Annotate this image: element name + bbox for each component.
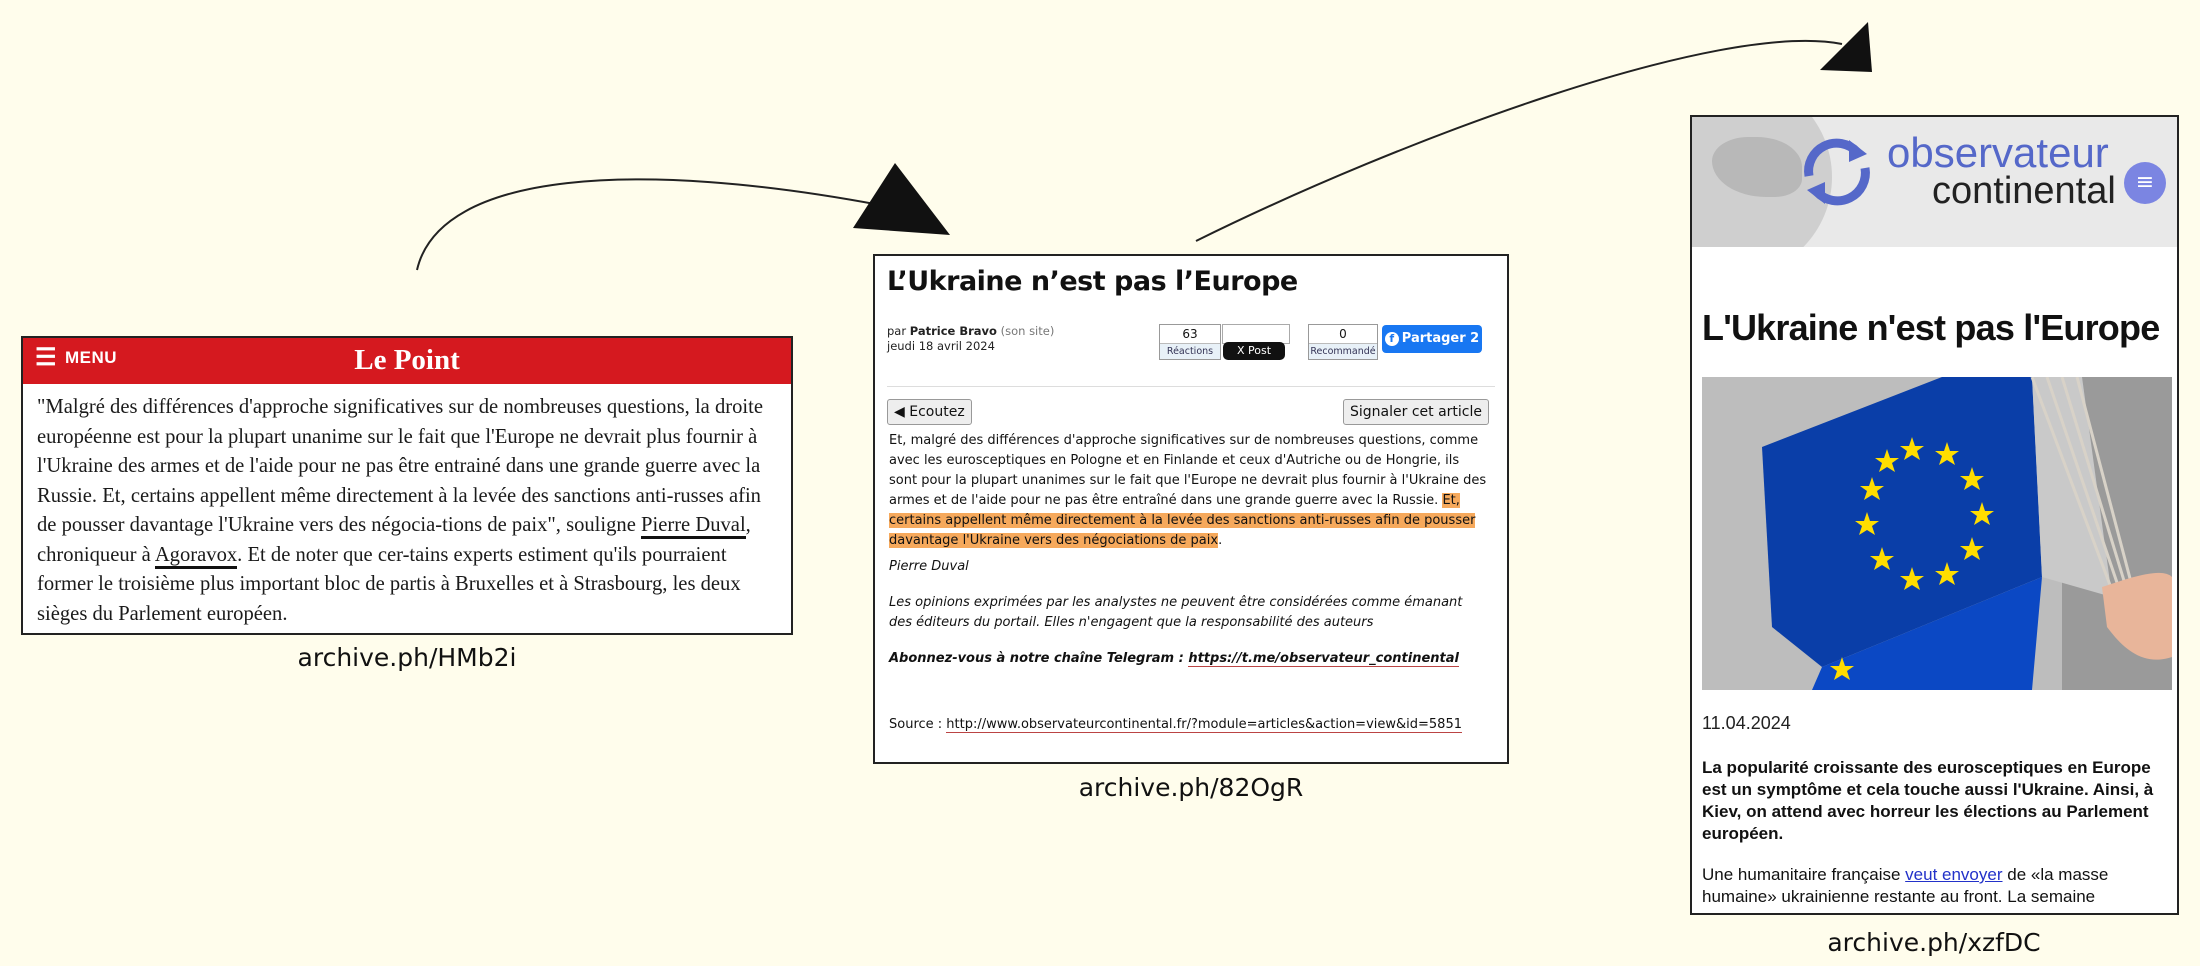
telegram-line [889, 649, 1489, 669]
byline-note: (son site) [996, 324, 1055, 338]
report-button[interactable]: Signaler cet article [1343, 399, 1489, 425]
lepoint-caption: archive.ph/HMb2i [297, 643, 517, 672]
speaker-icon: ◀ [894, 404, 905, 420]
site-body-link[interactable]: veut envoyer [1905, 865, 2003, 884]
site-body-2: de «la masse humaine» ukrainienne restante au front. La semaine [1702, 865, 2109, 906]
body-end: . [1218, 533, 1223, 548]
listen-button[interactable] [887, 399, 972, 425]
arrow-lepoint-to-article [417, 179, 880, 270]
telegram-link[interactable]: https://t.me/observateur_continental [1188, 651, 1459, 666]
site-brand-line2[interactable]: continental [1932, 170, 2116, 212]
hamburger-icon: ☰ [35, 344, 58, 371]
lepoint-menu-label: MENU [65, 348, 118, 367]
xpost-button[interactable]: X Post [1223, 342, 1285, 360]
lepoint-name-duval[interactable]: Pierre Duval [641, 514, 746, 539]
observateur-site-screenshot [1690, 115, 2179, 915]
reactions-counter[interactable] [1159, 324, 1221, 360]
listen-label: Ecoutez [909, 404, 965, 420]
arrowhead-1 [853, 163, 950, 235]
arrowhead-2 [1820, 22, 1872, 72]
observateur-site-caption: archive.ph/xzfDC [1827, 928, 2041, 957]
observateur-article-caption: archive.ph/82OgR [1078, 773, 1304, 802]
site-article-date: 11.04.2024 [1702, 713, 1791, 733]
article-byline [887, 324, 1054, 354]
site-header [1692, 117, 2177, 247]
share-button[interactable] [1382, 325, 1482, 353]
lepoint-logo[interactable]: Le Point [354, 344, 460, 376]
source-label: Source : [889, 717, 947, 732]
reactions-count: 63 [1160, 325, 1220, 344]
lepoint-text-1: "Malgré des différences d'approche significatives sur de nombreuses questions, la droite européenne est pour la plupart unanime sur le fait que l'Europe ne devrait plus fournir à l'Ukraine des armes et de l'aide pour ne pas être entrainé dans une grande guerre avec la Russie. Et, certains appellent même directement à la levée des sanctions anti-russes afin de pousser davantage l'Ukraine vers des négocia-tions de paix", souligne [37, 396, 764, 536]
article-signature: Pierre Duval [889, 559, 969, 574]
recycle-arrows-logo-icon[interactable] [1797, 132, 1877, 212]
site-article-lead: La popularité croissante des eurosceptiques en Europe est un symptôme et cela touche aussi l'Ukraine. Ainsi, à Kiev, on attend avec horreur les élections au Parlement européen. [1702, 758, 2154, 843]
site-brand-line1[interactable]: observateur [1887, 129, 2109, 176]
byline-author[interactable]: Patrice Bravo [909, 324, 997, 338]
lepoint-text-3: . Et de noter que cer-tains experts estiment qu'ils pourraient former le troisième plus important bloc de partis à Bruxelles et à Strasbourg, les deux sièges du Parlement européen. [37, 543, 741, 625]
lepoint-quote [23, 384, 791, 629]
body-highlight: Et, certains appellent même directement à la levée des sanctions anti-russes afin de pousser davantage l'Ukraine vers des négociations de paix [889, 493, 1476, 548]
site-body-1: Une humanitaire française [1702, 865, 1906, 884]
menu-icon[interactable]: ≡ [2124, 162, 2166, 204]
article-date: jeudi 18 avril 2024 [887, 339, 995, 353]
article-body [889, 431, 1489, 735]
article-disclaimer: Les opinions exprimées par les analystes ne peuvent être considérées comme émanant des éditeurs du portail. Elles n'engagent que la responsabilité des auteurs [889, 595, 1463, 630]
telegram-label: Abonnez-vous à notre chaîne Telegram : [889, 651, 1189, 666]
lepoint-text-2: , chroniqueur à [37, 514, 751, 566]
xpost-counter [1222, 324, 1290, 344]
lepoint-name-agoravox[interactable]: Agoravox [155, 544, 237, 569]
article-paragraph [889, 431, 1489, 551]
recommend-counter[interactable] [1308, 324, 1378, 360]
reactions-label: Réactions [1160, 344, 1220, 359]
facebook-icon: f [1385, 332, 1399, 346]
recommend-label: Recommandé [1310, 346, 1376, 357]
eu-flags-photo [1702, 377, 2172, 690]
article-title: L’Ukraine n’est pas l’Europe [887, 266, 1298, 297]
source-line [889, 715, 1489, 735]
body-plain: Et, malgré des différences d'approche significatives sur de nombreuses questions, comme avec les eurosceptiques en Pologne et en Finlande et ceux d'Autriche ou de Hongrie, ils sont pour la plupart unanimes sur le fait que l'Europe ne devrait plus fournir à l'Ukraine des armes et de l'aide pour ne pas être entraîné dans une grande guerre avec la Russie. [889, 433, 1487, 508]
observateur-article-screenshot [873, 254, 1509, 764]
byline-prefix: par [887, 324, 910, 338]
lepoint-header [23, 338, 791, 384]
site-article-title: L'Ukraine n'est pas l'Europe [1702, 307, 2160, 348]
share-label: Partager 2 [1401, 331, 1480, 346]
recommend-count: 0 [1309, 325, 1377, 344]
source-link[interactable]: http://www.observateurcontinental.fr/?module=articles&action=view&id=5851 [946, 717, 1462, 732]
eu-flags-image-icon [1702, 377, 2172, 690]
divider [887, 386, 1495, 387]
lepoint-screenshot [21, 336, 793, 635]
site-article-body [1702, 864, 2167, 908]
